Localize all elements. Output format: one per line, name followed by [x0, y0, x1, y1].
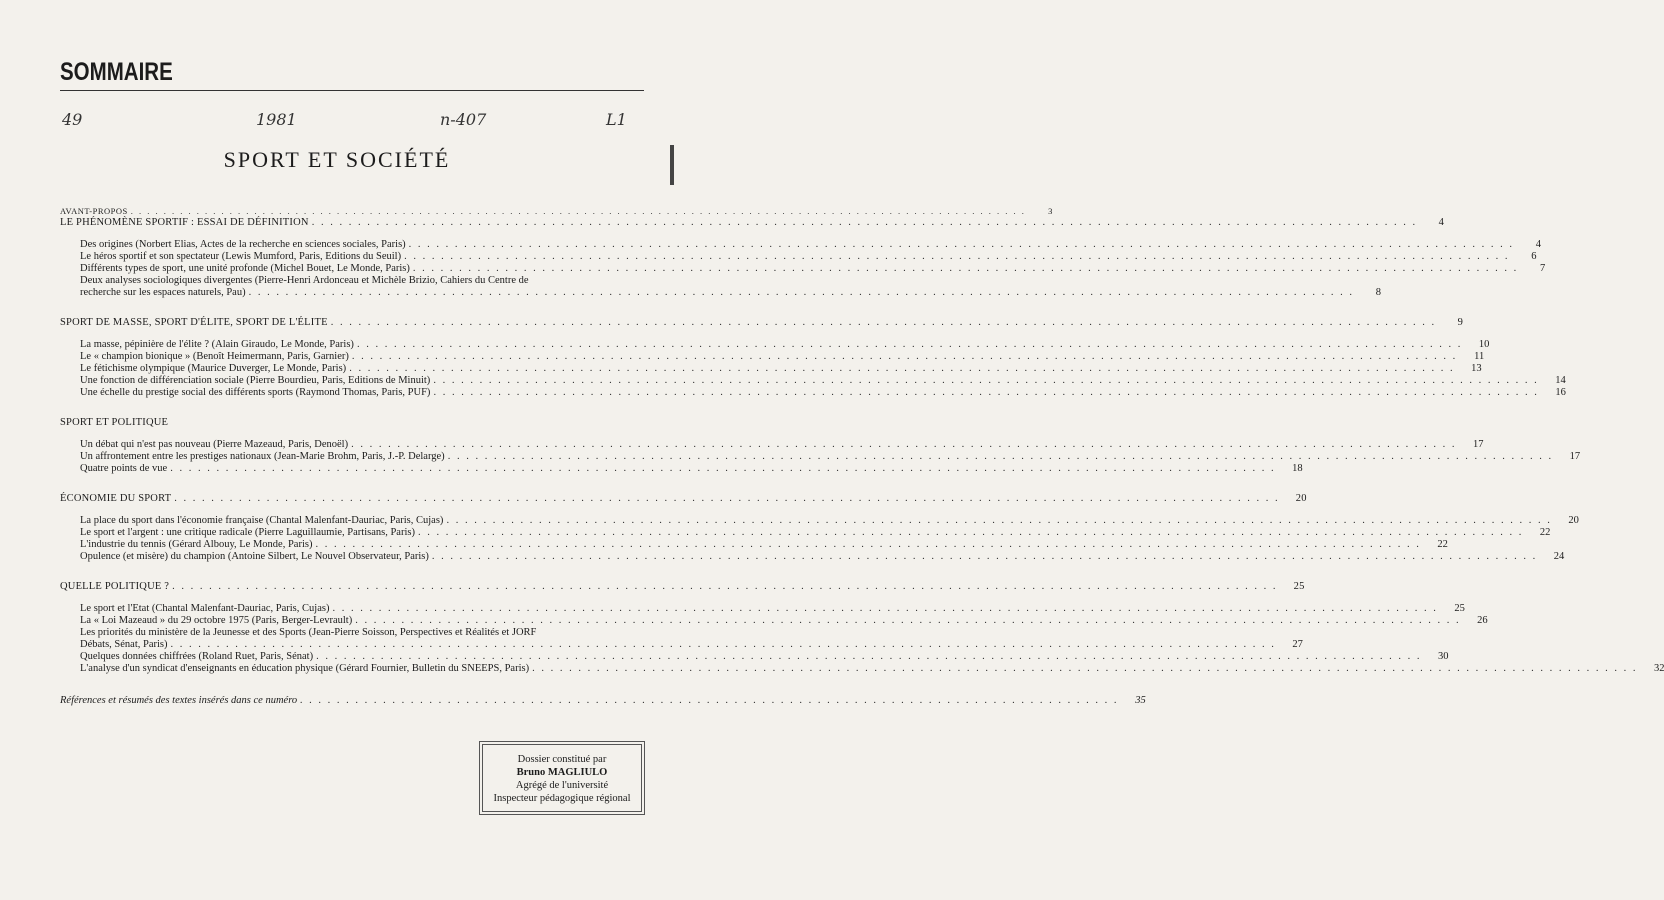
toc-item-text: Le sport et l'Etat (Chantal Malenfant-Dauriac, Paris, Cujas) — [80, 603, 330, 614]
section-title: SPORT ET POLITIQUE — [60, 417, 169, 428]
toc-item[interactable] — [80, 351, 1485, 363]
toc-item-text: Le héros sportif et son spectateur (Lewis Mumford, Paris, Editions du Seuil) — [80, 251, 402, 262]
credits-author-name: Bruno MAGLIULO — [516, 767, 608, 778]
toc-item[interactable] — [80, 251, 1537, 263]
toc-section-items — [60, 439, 1581, 475]
handwritten-note-year: 1981 — [256, 110, 297, 129]
page-number: 4 — [1438, 217, 1445, 228]
handwritten-note-issue: n-407 — [440, 110, 487, 129]
leader-dots: . . . . . . . . . . . . . . . . . . . . . . . . . . . . . . . . . . . . . . . . . . . . . . . . . . . . . . . . . . . . . . . . . . . . . . . . . . . . . . . . . . . . . . . . . . . . . . . . . . . . . . . . . . . . . . . . . . . . . . . . — [172, 581, 1278, 592]
toc-entry-avant-propos[interactable] — [60, 205, 1053, 217]
toc-item-text: L'analyse d'un syndicat d'enseignants en éducation physique (Gérard Fournier, Bulletin du SNEEPS, Paris) — [80, 663, 530, 674]
leader-dots: . . . . . . . . . . . . . . . . . . . . . . . . . . . . . . . . . . . . . . . . . . . . . . . . . . . . . . . . . . . . . . . . . . . . . . . . . . . . . . . . . . . . . . . . . . . . . . . . . . . . . . . . . . . . . . . . . . . . . . . . — [417, 527, 1524, 538]
page-number: 30 — [1437, 651, 1449, 662]
leader-dots: . . . . . . . . . . . . . . . . . . . . . . . . . . . . . . . . . . . . . . . . . . . . . . . . . . . . . . . . . . . . . . . . . . . . . . . . . . . . . . . . . . . . . . . . . . . . . . . . . . . . . . . . . . . . . . . . . . . . . . . . — [431, 551, 1538, 562]
leader-dots: . . . . . . . . . . . . . . . . . . . . . . . . . . . . . . . . . . . . . . . . . . . . . . . . . . . . . . . . . . . . . . . . . . . . . . . . . . . . . . . . . . . . . . . . . . . . . . . . . . . . . . . . . . . . . . . . . . . . . . . . — [316, 651, 1422, 662]
toc-section-items — [60, 239, 1546, 299]
leader-dots: . . . . . . . . . . . . . . . . . . . . . . . . . . . . . . . . . . . . . . . . . . . . . . . . . . . . . . . . . . . . . . . . . . . . . . . . . . . . . . . . . . . . . . . . . . . . . . . . . . . . . . . . . . . . . . . . . . . . . . . . — [408, 239, 1515, 250]
leader-dots: . . . . . . . . . . . . . . . . . . . . . . . . . . . . . . . . . . . . . . . . . . . . . . . . . . . . . . . . . . . . . . . . . . . . . . . . . . . . . . . . . . . . . . . . . . . . . . . . . . . . . . . . . . . . . . . . . . . . . . . . — [351, 351, 1458, 362]
page-number: 9 — [1457, 317, 1464, 328]
toc-item-text: La masse, pépinière de l'élite ? (Alain Giraudo, Le Monde, Paris) — [80, 339, 354, 350]
section-title: LE PHÉNOMÈNE SPORTIF : ESSAI DE DÉFINITION — [60, 217, 309, 228]
leader-dots: . . . . . . . . . . . . . . . . . . . . . . . . . . . . . . . . . . . . . . . . . . . . . . . . . . . . . . . . . . . . . . . . . . . . . . . . . . . . . . . . . . . . . . . . . . . . . . . . . . . . . . . . . . . . . . . . . . . . . . . . — [332, 603, 1438, 614]
page-number: 6 — [1531, 251, 1537, 262]
credits-line: Inspecteur pédagogique régional — [493, 793, 631, 804]
toc-section-heading[interactable] — [60, 317, 1464, 329]
toc-item[interactable] — [80, 603, 1465, 615]
leader-dots: . . . . . . . . . . . . . . . . . . . . . . . . . . . . . . . . . . . . . . . . . . . . . . . . . . . . . . . . . . . . . . . . . . . . . . . . . . . . . . . . . . . . . . . . . . . . . . . . . . . . . . . . . . . . . . . . . . . . . . . . — [170, 463, 1276, 474]
toc-item[interactable] — [80, 387, 1566, 399]
toc-item-text: Opulence (et misère) du champion (Antoine Silbert, Le Nouvel Observateur, Paris) — [80, 551, 429, 562]
toc-section-heading[interactable] — [60, 217, 1445, 229]
leader-dots: . . . . . . . . . . . . . . . . . . . . . . . . . . . . . . . . . . . . . . . . . . . . . . . . . . . . . . . . . . . . . . . . . . . . . . . . . . . . . . . . . . . . . . . . . . . . . . . . . . . . . . . . . . . . . — [130, 206, 1026, 216]
page-number: 32 — [1653, 663, 1664, 674]
toc-item-text: Une fonction de différenciation sociale (Pierre Bourdieu, Paris, Editions de Minuit) — [80, 375, 431, 386]
table-of-contents — [60, 205, 1664, 707]
toc-item[interactable] — [80, 539, 1448, 551]
page-number: 7 — [1540, 263, 1546, 274]
credits-line: Dossier constitué par — [517, 754, 607, 765]
leader-dots: . . . . . . . . . . . . . . . . . . . . . . . . . . . . . . . . . . . . . . . . . . . . . . . . . . . . . . . . . . . . . . . . . . . . . . . . . . . . . . . . . . . . . . . . . . . . . . . . . . . . . . . . . . . . . . . . . . . . . . . . — [311, 217, 1418, 228]
toc-item-text: Deux analyses sociologiques divergentes (Pierre-Henri Ardonceau et Michèle Brizio, Cahiers du Centre de — [80, 275, 529, 286]
page-number: 10 — [1478, 339, 1490, 350]
page-number: 35 — [1135, 695, 1146, 706]
page-number: 18 — [1292, 463, 1303, 474]
leader-dots: . . . . . . . . . . . . . . . . . . . . . . . . . . . . . . . . . . . . . . . . . . . . . . . . . . . . . . . . . . . . . . . . . . . . . . . . . . . . . . . . . . . . . . . . . . . . . . . . . . . . . . . . . . . . . . . . . . . . . . . . — [446, 515, 1552, 526]
leader-dots: . . . . . . . . . . . . . . . . . . . . . . . . . . . . . . . . . . . . . . . . . . . . . . . . . . . . . . . . . . . . . . . . . . . . . . . . . . . . . . . . . . . . . . . . . . . . . . . . . . . . . . . . . . . . . . . . . . . . . . . . — [174, 493, 1280, 504]
toc-item[interactable] — [80, 551, 1565, 563]
toc-label: Références et résumés des textes insérés dans ce numéro — [60, 695, 298, 706]
toc-item[interactable] — [80, 339, 1490, 351]
handwritten-note-number: 49 — [62, 110, 83, 129]
page-number: 16 — [1555, 387, 1566, 398]
toc-item-text: Le fétichisme olympique (Maurice Duverger, Le Monde, Paris) — [80, 363, 347, 374]
credits-box — [482, 744, 642, 812]
section-title: ÉCONOMIE DU SPORT — [60, 493, 172, 504]
page-number: 17 — [1472, 439, 1484, 450]
leader-dots: . . . . . . . . . . . . . . . . . . . . . . . . . . . . . . . . . . . . . . . . . . . . . . . . . . . . . . . . . . . . . . . . . . . . . . . . . . . . . . . . . . . . . . . . . . . . . . . . . . . . . . . . . . . . . . . . . . . . . . . . — [248, 287, 1354, 298]
toc-item-text-continued: recherche sur les espaces naturels, Pau) — [80, 287, 246, 298]
page-number: 8 — [1375, 287, 1381, 298]
toc-item[interactable] — [80, 663, 1664, 675]
page-number: 4 — [1535, 239, 1542, 250]
toc-item[interactable] — [80, 615, 1488, 627]
toc-item[interactable] — [80, 375, 1566, 387]
leader-dots: . . . . . . . . . . . . . . . . . . . . . . . . . . . . . . . . . . . . . . . . . . . . . . . . . . . . . . . . . . . . . . . . . . . . . . . . . . . . . . . . . . . . . . . . . . . . . . . . . . . . . . . . . . . . . . . . . . . . . . . . — [412, 263, 1519, 274]
toc-item-text: Le sport et l'argent : une critique radicale (Pierre Laguillaumie, Partisans, Paris) — [80, 527, 415, 538]
toc-sections — [60, 217, 1664, 675]
header-rule — [60, 90, 644, 91]
leader-dots: . . . . . . . . . . . . . . . . . . . . . . . . . . . . . . . . . . . . . . . . . . . . . . . . . . . . . . . . . . . . . . . . . . . . . . . . . . . . . . . . . . . . . . . . . . . . . . . . . . . . . . . . . . . . . . . . . . . . . . . . — [447, 451, 1554, 462]
toc-item-text-continued: Débats, Sénat, Paris) — [80, 639, 168, 650]
leader-dots: . . . . . . . . . . . . . . . . . . . . . . . . . . . . . . . . . . . . . . . . . . . . . . . . . . . . . . . . . . . . . . . . . . . . . . . . . . . . . . . . . . . . . . . . . . . . . . . . . . . . . . . . . . . . . . . . . . . . . . . . — [330, 317, 1437, 328]
leader-dots: . . . . . . . . . . . . . . . . . . . . . . . . . . . . . . . . . . . . . . . . . . . . . . . . . . . . . . . . . . . . . . . . . . . . . . . . . . . . . . . . . . . . . . . . . . . . . . . . . . . . . . . . . . . . . . . . . . . . . . . . — [404, 251, 1510, 262]
page-number: 27 — [1292, 639, 1303, 650]
toc-item[interactable] — [80, 627, 1303, 651]
toc-item[interactable] — [80, 239, 1542, 251]
leader-dots: . . . . . . . . . . . . . . . . . . . . . . . . . . . . . . . . . . . . . . . . . . . . . . . . . . . . . . . . . . . . . . . . . . . . . . . . . . . . . . . . . . . . . . . . . . . . . . . . . . . . . . . . . . . . . . . . . . . . . . . . — [315, 539, 1421, 550]
credits-line: Agrégé de l'université — [515, 780, 609, 791]
page-number: 13 — [1471, 363, 1482, 374]
page-number: 24 — [1553, 551, 1565, 562]
page-number: 17 — [1569, 451, 1581, 462]
show-through-background — [70, 10, 94, 102]
toc-item-text: Un affrontement entre les prestiges nationaux (Jean-Marie Brohm, Paris, J.-P. Delarge) — [80, 451, 445, 462]
toc-item-text: Une échelle du prestige social des différents sports (Raymond Thomas, Paris, PUF) — [80, 387, 431, 398]
toc-item-text: Quatre points de vue — [80, 463, 168, 474]
toc-item[interactable] — [80, 451, 1581, 463]
page-number: 22 — [1539, 527, 1551, 538]
toc-item-text: L'industrie du tennis (Gérard Albouy, Le Monde, Paris) — [80, 539, 313, 550]
page-number: 20 — [1568, 515, 1579, 526]
page-number: 14 — [1555, 375, 1566, 386]
toc-item-text: Un débat qui n'est pas nouveau (Pierre Mazeaud, Paris, Denoël) — [80, 439, 349, 450]
leader-dots: . . . . . . . . . . . . . . . . . . . . . . . . . . . . . . . . . . . . . . . . . . . . . . . . . . . . . . . . . . . . . . . . . . . . . . . . . . . . . . . . . . . . . . . . . . . . . . . . . . . . . . . . . . . . . . . . . . . . . . . . — [433, 375, 1539, 386]
section-title: QUELLE POLITIQUE ? — [60, 581, 170, 592]
toc-item-text: La « Loi Mazeaud » du 29 octobre 1975 (Paris, Berger-Levrault) — [80, 615, 353, 626]
toc-section-heading[interactable] — [60, 493, 1307, 505]
toc-item[interactable] — [80, 363, 1482, 375]
binding-edge-mark — [670, 145, 674, 185]
handwritten-note-code: L1 — [606, 110, 627, 129]
page-number: 3 — [1048, 206, 1053, 216]
page-number: 25 — [1293, 581, 1305, 592]
leader-dots: . . . . . . . . . . . . . . . . . . . . . . . . . . . . . . . . . . . . . . . . . . . . . . . . . . . . . . . . . . . . . . . . . . . . . . . . . . . . . . . . . . . . . . . . . . . . . . . . . . . . . . . . . . . . . . . . . . . . . . . . — [532, 663, 1638, 674]
toc-item-text: Quelques données chiffrées (Roland Ruet, Paris, Sénat) — [80, 651, 314, 662]
toc-label: AVANT-PROPOS — [60, 206, 128, 216]
page-title: SPORT ET SOCIÉTÉ — [223, 147, 451, 172]
toc-section-heading[interactable] — [60, 417, 650, 429]
toc-item-text: Le « champion bionique » (Benoît Heimermann, Paris, Garnier) — [80, 351, 349, 362]
leader-dots: . . . . . . . . . . . . . . . . . . . . . . . . . . . . . . . . . . . . . . . . . . . . . . . . . . . . . . . . . . . . . . . . . . . . . . . . . . . . . . . . . . . . . . . . . . . . . . . . . . . . . . . . . . . . . . . . . . . . . . . . — [355, 615, 1461, 626]
leader-dots: . . . . . . . . . . . . . . . . . . . . . . . . . . . . . . . . . . . . . . . . . . . . . . . . . . . . . . . . . . . . . . . . . . . . . . . . . . . . . . . . . . . . . . . . . . . . . . . . . . . . . . . . . . . . . . . . . . . . . . . . — [351, 439, 1457, 450]
page-number: 26 — [1477, 615, 1488, 626]
section-title: SPORT DE MASSE, SPORT D'ÉLITE, SPORT DE L'ÉLITE — [60, 317, 328, 328]
leader-dots: . . . . . . . . . . . . . . . . . . . . . . . . . . . . . . . . . . . . . . . . . . . . . . . . . . . . . . . . . . . . . . . . . . . . . . . . . . . . . . . . . . . . . . . . . — [300, 695, 1119, 706]
page-number: 20 — [1295, 493, 1307, 504]
toc-section-items — [60, 515, 1579, 563]
leader-dots: . . . . . . . . . . . . . . . . . . . . . . . . . . . . . . . . . . . . . . . . . . . . . . . . . . . . . . . . . . . . . . . . . . . . . . . . . . . . . . . . . . . . . . . . . . . . . . . . . . . . . . . . . . . . . . . . . . . . . . . . — [349, 363, 1455, 374]
toc-item-text: Différents types de sport, une unité profonde (Michel Bouet, Le Monde, Paris) — [80, 263, 410, 274]
page-number: 25 — [1454, 603, 1465, 614]
sommaire-heading: SOMMAIRE — [60, 58, 173, 86]
leader-dots: . . . . . . . . . . . . . . . . . . . . . . . . . . . . . . . . . . . . . . . . . . . . . . . . . . . . . . . . . . . . . . . . . . . . . . . . . . . . . . . . . . . . . . . . . . . . . . . . . . . . . . . . . . . . . . . . . . . . . . . . — [170, 639, 1276, 650]
page-number: 22 — [1437, 539, 1448, 550]
toc-item[interactable] — [80, 527, 1551, 539]
toc-item[interactable] — [80, 515, 1579, 527]
toc-item-text: Les priorités du ministère de la Jeunesse et des Sports (Jean-Pierre Soisson, Perspectives et Réalités et JORF — [80, 627, 537, 638]
toc-entry-references[interactable] — [60, 695, 1146, 707]
toc-item-text: Des origines (Norbert Elias, Actes de la recherche en sciences sociales, Paris) — [80, 239, 406, 250]
page-number: 11 — [1474, 351, 1485, 362]
toc-item[interactable] — [80, 651, 1449, 663]
toc-section-items — [60, 339, 1566, 399]
toc-item[interactable] — [80, 275, 1381, 299]
toc-item[interactable] — [80, 263, 1546, 275]
toc-item-text: La place du sport dans l'économie française (Chantal Malenfant-Dauriac, Paris, Cujas) — [80, 515, 444, 526]
toc-section-heading[interactable] — [60, 581, 1305, 593]
toc-item[interactable] — [80, 463, 1303, 475]
leader-dots: . . . . . . . . . . . . . . . . . . . . . . . . . . . . . . . . . . . . . . . . . . . . . . . . . . . . . . . . . . . . . . . . . . . . . . . . . . . . . . . . . . . . . . . . . . . . . . . . . . . . . . . . . . . . . . . . . . . . . . . . — [433, 387, 1539, 398]
leader-dots: . . . . . . . . . . . . . . . . . . . . . . . . . . . . . . . . . . . . . . . . . . . . . . . . . . . . . . . . . . . . . . . . . . . . . . . . . . . . . . . . . . . . . . . . . . . . . . . . . . . . . . . . . . . . . . . . . . . . . . . . — [356, 339, 1463, 350]
toc-item[interactable] — [80, 439, 1484, 451]
toc-section-items — [60, 603, 1664, 675]
